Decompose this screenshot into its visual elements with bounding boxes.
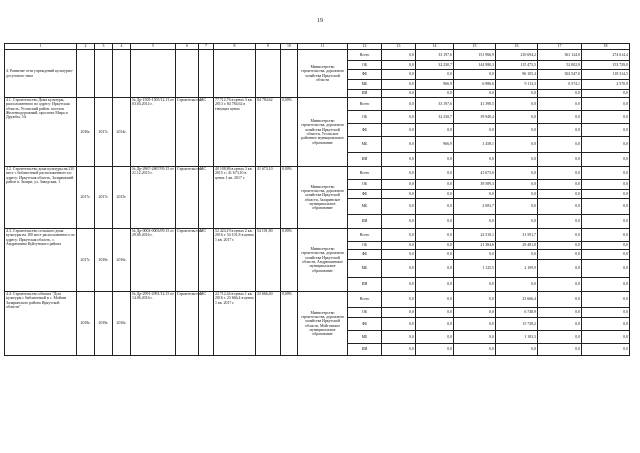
cost-current-cell: 84 784,62 — [256, 98, 281, 167]
funding-source-cell: Всего — [348, 167, 382, 180]
col-num: 7 — [199, 44, 214, 50]
funding-source-cell: ФБ — [348, 190, 382, 199]
amount-cell: 0,0 — [382, 61, 416, 70]
amount-cell: 0,0 — [416, 292, 454, 308]
amount-cell: 33 197,6 — [416, 50, 454, 61]
amount-cell: 86 105,4 — [496, 70, 538, 80]
amount-cell: 0,0 — [538, 111, 582, 124]
funding-source-cell: МБ — [348, 260, 382, 278]
amount-cell: 0,0 — [538, 153, 582, 167]
amount-cell: 0,0 — [454, 124, 496, 137]
amount-cell: 39 589,3 — [454, 180, 496, 190]
amount-cell: 0,0 — [582, 292, 630, 308]
activity-title-cell: 4.1. Строительство Дома культуры, расположенного по адресу: Иркутская область, Усольский район, поселок Железнодорожный, проспект Мира и Дружбы, 5А — [5, 98, 77, 167]
end-year-cell: 2018г. — [95, 229, 113, 292]
amount-cell: 151 966,9 — [454, 50, 496, 61]
amount-cell: 0,0 — [454, 70, 496, 80]
work-kind-cell: Строительство — [176, 167, 199, 229]
col-num: 15 — [454, 44, 496, 50]
page-number: 19 — [317, 18, 323, 24]
amount-cell: 0,0 — [538, 331, 582, 344]
design-year-cell: 2016г. — [113, 292, 131, 356]
amount-cell: 0,0 — [538, 260, 582, 278]
permit-cell: № Др-2991-2991/12.15 от 14.06.2016 г. — [131, 292, 176, 356]
amount-cell: 2 083,7 — [454, 199, 496, 215]
amount-cell: 0,0 — [582, 90, 630, 98]
amount-cell: 0,0 — [416, 278, 454, 292]
amount-cell: 6 574,1 — [538, 80, 582, 90]
readiness-cell: 0,00% — [281, 292, 298, 356]
amount-cell: 0,0 — [538, 229, 582, 242]
amount-cell: 0,0 — [382, 292, 416, 308]
readiness-cell: 0,00% — [281, 229, 298, 292]
amount-cell: 0,0 — [582, 331, 630, 344]
amount-cell: 0,0 — [582, 229, 630, 242]
amount-cell: 0,0 — [538, 90, 582, 98]
funding-source-cell: МБ — [348, 199, 382, 215]
estimate-cost-cell: 77 712,76 в ценах 3 кв. 2013 г. 84 784,62 в текущих ценах — [214, 98, 256, 167]
estimate-cost-cell: 52 424,19 в ценах 2 кв. 2016 г. 54 101,8 в ценах 1 кв. 2017 г. — [214, 229, 256, 292]
amount-cell: 0,0 — [454, 344, 496, 356]
ownership-cell: МС — [199, 98, 214, 167]
amount-cell: 0,0 — [582, 344, 630, 356]
col-num: 5 — [131, 44, 176, 50]
amount-cell: 0,0 — [416, 250, 454, 260]
amount-cell: 0,0 — [582, 153, 630, 167]
amount-cell: 0,0 — [416, 242, 454, 250]
amount-cell: 0,0 — [382, 308, 416, 318]
amount-cell: 0,0 — [416, 199, 454, 215]
amount-cell: 0,0 — [582, 167, 630, 180]
amount-cell: 0,0 — [538, 137, 582, 153]
amount-cell: 29 481,8 — [496, 242, 538, 250]
col-num: 2 — [77, 44, 95, 50]
amount-cell: 0,0 — [382, 98, 416, 111]
permit-cell: № Др-0003-0003/09.15 от 29.06.2016 г. — [131, 229, 176, 292]
amount-cell: 0,0 — [538, 344, 582, 356]
permit-cell: № Др-1505-1505/12.13 от 03.04.2014 г. — [131, 98, 176, 167]
amount-cell: 1 183,3 — [496, 331, 538, 344]
funding-source-cell: ФБ — [348, 250, 382, 260]
cost-current-cell: 23 666,40 — [256, 292, 281, 356]
readiness-cell: 0,00% — [281, 167, 298, 229]
amount-cell: 0,0 — [538, 250, 582, 260]
amount-cell: 0,0 — [454, 292, 496, 308]
amount-cell: 6 748,9 — [496, 308, 538, 318]
amount-cell: 6 986,6 — [454, 80, 496, 90]
ownership-cell: МС — [199, 167, 214, 229]
col-num: 4 — [113, 44, 131, 50]
amount-cell: 274 614,4 — [582, 50, 630, 61]
cost-current-cell: 54 101,80 — [256, 229, 281, 292]
funding-source-cell: ФБ — [348, 318, 382, 331]
amount-cell: 0,0 — [382, 167, 416, 180]
amount-cell: 0,0 — [582, 242, 630, 250]
amount-cell: 0,0 — [538, 98, 582, 111]
amount-cell: 0,0 — [454, 318, 496, 331]
responsible-cell: Министерство строительства, дорожного хозяйства Иркутской области — [298, 50, 348, 98]
amount-cell: 41 398,5 — [454, 98, 496, 111]
funding-source-cell: ОБ — [348, 308, 382, 318]
amount-cell: 0,0 — [382, 190, 416, 199]
responsible-cell: Министерство строительства, дорожного хозяйства Иркутской области, Андрюшинское муниципальное образование — [298, 229, 348, 292]
amount-cell: 0,0 — [416, 190, 454, 199]
amount-cell: 0,0 — [538, 292, 582, 308]
funding-source-cell: ОБ — [348, 111, 382, 124]
amount-cell: 0,0 — [454, 331, 496, 344]
amount-cell: 0,0 — [382, 80, 416, 90]
amount-cell: 0,0 — [496, 124, 538, 137]
start-year-cell: 2016г. — [77, 98, 95, 167]
amount-cell: 361 124,0 — [538, 50, 582, 61]
funding-source-cell: МБ — [348, 137, 382, 153]
col-num: 12 — [348, 44, 382, 50]
ownership-cell: МС — [199, 292, 214, 356]
funding-row — [5, 229, 630, 242]
start-year-cell: 2017г. — [77, 167, 95, 229]
col-num: 1 — [5, 44, 77, 50]
amount-cell: 0,0 — [538, 124, 582, 137]
cost-current-cell: 41 673,10 — [256, 167, 281, 229]
amount-cell: 41 673,0 — [454, 167, 496, 180]
amount-cell: 0,0 — [416, 308, 454, 318]
amount-cell: 0,0 — [538, 308, 582, 318]
amount-cell: 0,0 — [382, 318, 416, 331]
start-year-cell: 2018г. — [77, 292, 95, 356]
end-year-cell: 2017г. — [95, 98, 113, 167]
ownership-cell — [199, 50, 214, 98]
amount-cell: 0,0 — [582, 124, 630, 137]
estimate-cost-cell: 22 712,44 в ценах 1 кв. 2016 г. 23 666,4 в ценах 1 кв. 2017 г. — [214, 292, 256, 356]
amount-cell: 0,0 — [416, 180, 454, 190]
amount-cell: 1 458,1 — [454, 137, 496, 153]
amount-cell: 302 547,0 — [538, 70, 582, 80]
amount-cell: 1 125,5 — [454, 260, 496, 278]
amount-cell: 0,0 — [382, 180, 416, 190]
amount-cell: 0,0 — [416, 70, 454, 80]
table-body — [5, 50, 630, 356]
amount-cell: 0,0 — [538, 242, 582, 250]
amount-cell: 0,0 — [454, 250, 496, 260]
funding-source-cell: Всего — [348, 292, 382, 308]
amount-cell: 0,0 — [496, 167, 538, 180]
amount-cell: 0,0 — [416, 167, 454, 180]
col-num: 8 — [214, 44, 256, 50]
amount-cell: 0,0 — [454, 90, 496, 98]
amount-cell: 0,0 — [382, 111, 416, 124]
amount-cell: 0,0 — [416, 90, 454, 98]
amount-cell: 32 230,7 — [416, 111, 454, 124]
amount-cell: 0,0 — [496, 215, 538, 229]
amount-cell: 0,0 — [538, 180, 582, 190]
design-year-cell — [113, 50, 131, 98]
col-num: 9 — [256, 44, 281, 50]
amount-cell: 0,0 — [496, 190, 538, 199]
design-year-cell: 2015г. — [113, 167, 131, 229]
work-kind-cell: Строительство — [176, 292, 199, 356]
work-kind-cell — [176, 50, 199, 98]
funding-row — [5, 167, 630, 180]
funding-source-cell: МБ — [348, 80, 382, 90]
amount-cell: 0,0 — [496, 199, 538, 215]
responsible-cell: Министерство строительства, дорожного хозяйства Иркутской области, Мойганское муниципальное образование — [298, 292, 348, 356]
amount-cell: 0,0 — [496, 137, 538, 153]
amount-cell: 0,0 — [382, 331, 416, 344]
funding-row — [5, 292, 630, 308]
end-year-cell: 2017г. — [95, 167, 113, 229]
amount-cell: 210 694,2 — [496, 50, 538, 61]
amount-cell: 0,0 — [496, 278, 538, 292]
amount-cell: 0,0 — [416, 344, 454, 356]
readiness-cell: 0,00% — [281, 98, 298, 167]
amount-cell: 0,0 — [382, 137, 416, 153]
col-num: 3 — [95, 44, 113, 50]
work-kind-cell: Строительство — [176, 98, 199, 167]
activity-title-cell: 4.2. Строительство дома культуры на 210 мест с библиотекой расположенного по адресу: Иркутская область, Заларинский район п. Залари, ул. Заводская, 1 — [5, 167, 77, 229]
amount-cell: 0,0 — [382, 250, 416, 260]
amount-cell: 0,0 — [382, 229, 416, 242]
end-year-cell — [95, 50, 113, 98]
design-year-cell: 2016г. — [113, 229, 131, 292]
amount-cell: 15 738,2 — [496, 318, 538, 331]
funding-source-cell: ОБ — [348, 61, 382, 70]
amount-cell: 0,0 — [582, 250, 630, 260]
amount-cell: 0,0 — [538, 318, 582, 331]
amount-cell: 118 314,5 — [582, 70, 630, 80]
amount-cell: 0,0 — [582, 278, 630, 292]
col-num: 11 — [298, 44, 348, 50]
amount-cell: 23 666,4 — [496, 292, 538, 308]
amount-cell: 2 109,9 — [496, 260, 538, 278]
amount-cell: 0,0 — [582, 98, 630, 111]
estimate-cost-cell — [214, 50, 256, 98]
amount-cell: 0,0 — [538, 278, 582, 292]
amount-cell: 0,0 — [496, 180, 538, 190]
col-num: 17 — [538, 44, 582, 50]
amount-cell: 0,0 — [382, 124, 416, 137]
amount-cell: 153 729,0 — [582, 61, 630, 70]
amount-cell: 0,0 — [454, 153, 496, 167]
col-num: 18 — [582, 44, 630, 50]
funding-source-cell: ИИ — [348, 215, 382, 229]
funding-source-cell: ИИ — [348, 153, 382, 167]
readiness-cell — [281, 50, 298, 98]
amount-cell: 0,0 — [382, 344, 416, 356]
activity-title-cell: 4.3. Строительство сельского дома культуры на 100 мест расположенного по адресу: Иркутская область, с. Андрюшино Куйтунского района — [5, 229, 77, 292]
responsible-cell: Министерство строительства, дорожного хозяйства Иркутской области, Заларинское муниципальное образование — [298, 167, 348, 229]
amount-cell: 0,0 — [538, 199, 582, 215]
funding-source-cell: ИИ — [348, 344, 382, 356]
amount-cell: 0,0 — [382, 215, 416, 229]
cost-current-cell — [256, 50, 281, 98]
amount-cell: 144 980,3 — [454, 61, 496, 70]
funding-source-cell: МБ — [348, 331, 382, 344]
amount-cell: 0,0 — [538, 215, 582, 229]
funding-source-cell: ФБ — [348, 70, 382, 80]
work-kind-cell: Строительство — [176, 229, 199, 292]
amount-cell: 0,0 — [382, 278, 416, 292]
amount-cell: 0,0 — [416, 260, 454, 278]
funding-source-cell: ИИ — [348, 90, 382, 98]
amount-cell: 0,0 — [538, 167, 582, 180]
amount-cell: 22 510,1 — [454, 229, 496, 242]
amount-cell: 0,0 — [496, 98, 538, 111]
amount-cell: 0,0 — [416, 124, 454, 137]
amount-cell: 39 940,4 — [454, 111, 496, 124]
amount-cell: 0,0 — [582, 215, 630, 229]
amount-cell: 0,0 — [582, 308, 630, 318]
amount-cell: 0,0 — [496, 344, 538, 356]
amount-cell: 21 384,6 — [454, 242, 496, 250]
funding-source-cell: ОБ — [348, 180, 382, 190]
amount-cell: 2 570,9 — [582, 80, 630, 90]
start-year-cell: 2017г. — [77, 229, 95, 292]
funding-source-cell: Всего — [348, 229, 382, 242]
amount-cell: 0,0 — [416, 318, 454, 331]
amount-cell: 0,0 — [582, 318, 630, 331]
funding-source-cell: ФБ — [348, 124, 382, 137]
amount-cell: 31 591,7 — [496, 229, 538, 242]
amount-cell: 0,0 — [382, 90, 416, 98]
amount-cell: 9 113,3 — [496, 80, 538, 90]
amount-cell: 0,0 — [416, 331, 454, 344]
amount-cell: 0,0 — [416, 215, 454, 229]
amount-cell: 0,0 — [416, 153, 454, 167]
end-year-cell: 2018г. — [95, 292, 113, 356]
amount-cell: 0,0 — [496, 111, 538, 124]
amount-cell: 52 002,9 — [538, 61, 582, 70]
amount-cell: 966,9 — [416, 137, 454, 153]
amount-cell: 33 197,6 — [416, 98, 454, 111]
amount-cell: 32 230,7 — [416, 61, 454, 70]
estimate-cost-cell: 40 108,86 в ценах 3 кв. 2015 г.; 41 673,10 в ценах 1 кв. 2017 г. — [214, 167, 256, 229]
amount-cell: 0,0 — [416, 229, 454, 242]
permit-cell — [131, 50, 176, 98]
activity-title-cell: 4. Развитие сети учреждений культурно-досугового типа — [5, 50, 77, 98]
amount-cell: 0,0 — [582, 190, 630, 199]
amount-cell: 0,0 — [496, 250, 538, 260]
amount-cell: 0,0 — [496, 153, 538, 167]
financing-table — [4, 43, 630, 356]
amount-cell: 115 475,5 — [496, 61, 538, 70]
amount-cell: 0,0 — [454, 190, 496, 199]
amount-cell: 966,9 — [416, 80, 454, 90]
amount-cell: 0,0 — [454, 308, 496, 318]
amount-cell: 0,0 — [582, 199, 630, 215]
start-year-cell — [77, 50, 95, 98]
ownership-cell: МС — [199, 229, 214, 292]
amount-cell: 0,0 — [382, 199, 416, 215]
col-num: 13 — [382, 44, 416, 50]
amount-cell: 0,0 — [582, 260, 630, 278]
amount-cell: 0,0 — [454, 278, 496, 292]
design-year-cell: 2014г. — [113, 98, 131, 167]
col-num: 14 — [416, 44, 454, 50]
amount-cell: 0,0 — [382, 50, 416, 61]
funding-source-cell: ОБ — [348, 242, 382, 250]
amount-cell: 0,0 — [382, 260, 416, 278]
amount-cell: 0,0 — [582, 111, 630, 124]
funding-source-cell: ИИ — [348, 278, 382, 292]
activity-title-cell: 4.4. Строительство объекта "Дом культуры с библиотекой в с. Мойган Заларинского района Иркутской области" — [5, 292, 77, 356]
col-num: 16 — [496, 44, 538, 50]
funding-source-cell: Всего — [348, 50, 382, 61]
col-num: 6 — [176, 44, 199, 50]
funding-source-cell: Всего — [348, 98, 382, 111]
funding-row — [5, 50, 630, 61]
responsible-cell: Министерство строительства, дорожного хозяйства Иркутской области, Усольское районное муниципальное образование — [298, 98, 348, 167]
funding-row — [5, 98, 630, 111]
amount-cell: 0,0 — [382, 153, 416, 167]
amount-cell: 0,0 — [382, 242, 416, 250]
amount-cell: 0,0 — [538, 190, 582, 199]
col-num: 10 — [281, 44, 298, 50]
amount-cell: 0,0 — [382, 70, 416, 80]
amount-cell: 0,0 — [496, 90, 538, 98]
amount-cell: 0,0 — [582, 180, 630, 190]
amount-cell: 0,0 — [454, 215, 496, 229]
amount-cell: 0,0 — [582, 137, 630, 153]
permit-cell: № Др-2867-2867/09.15 от 21.12.2015 г. — [131, 167, 176, 229]
